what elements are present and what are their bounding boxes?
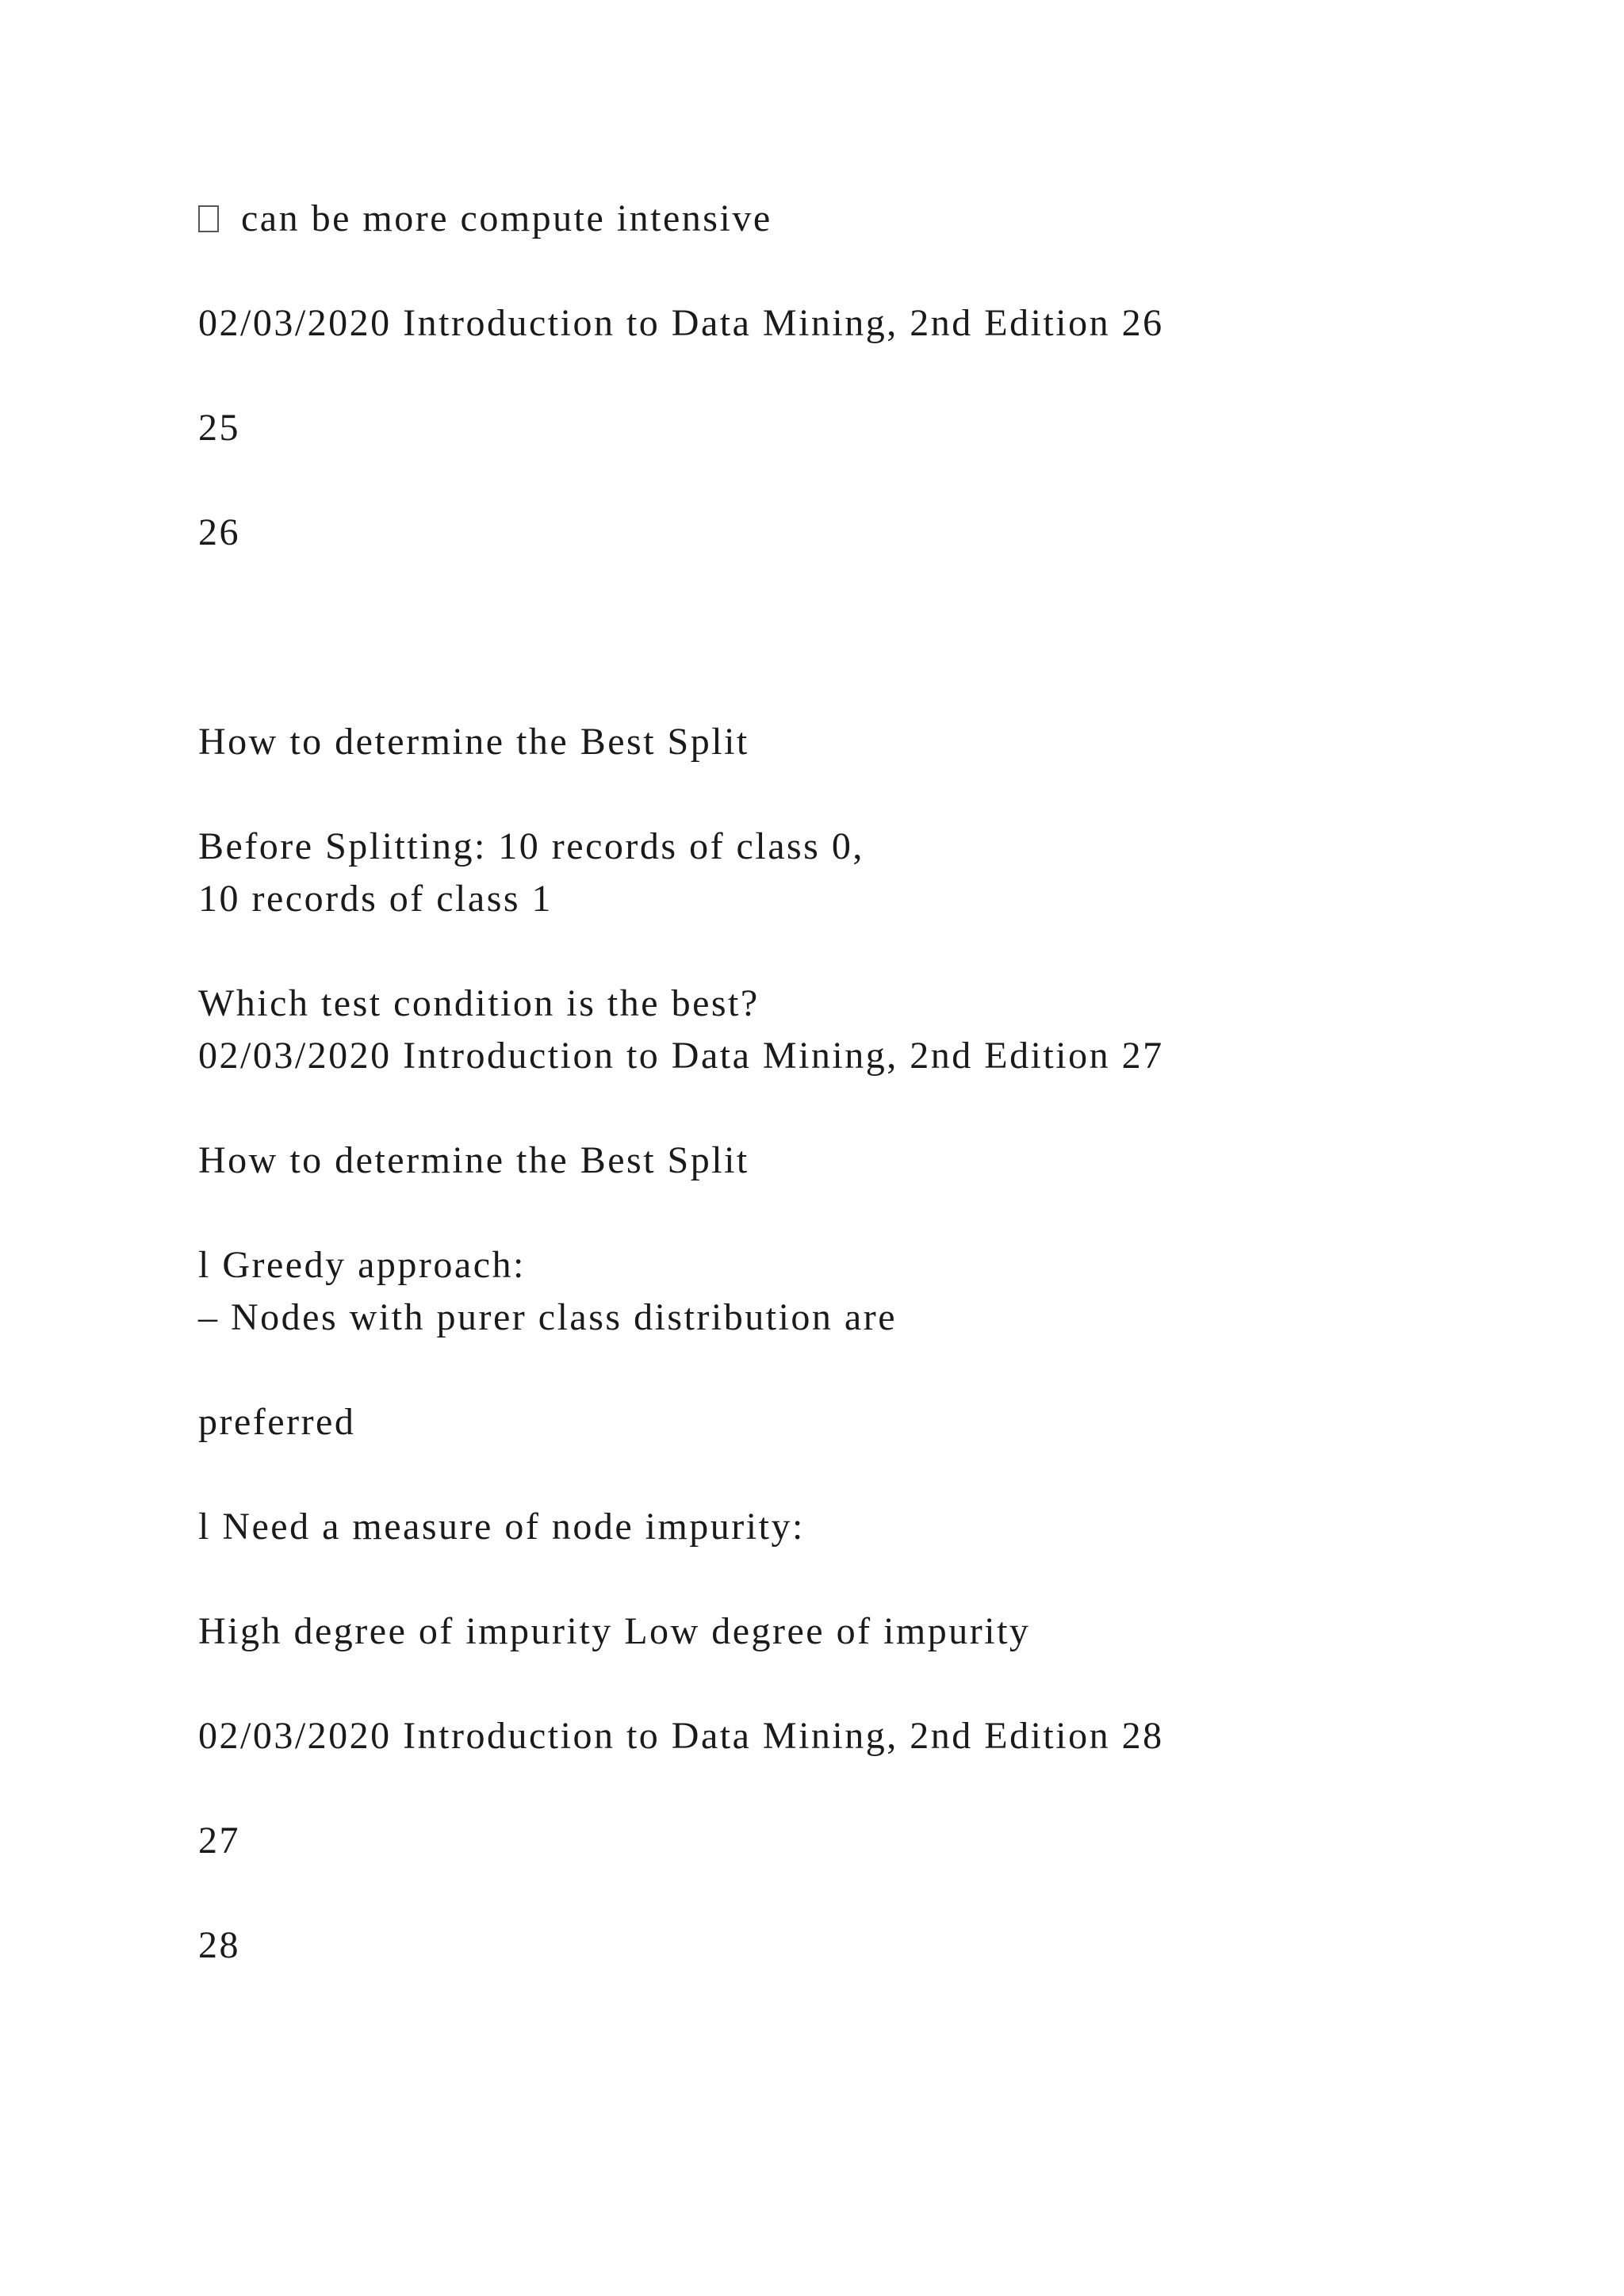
page-number: 28 [198,1924,240,1966]
section-heading: How to determine the Best Split [198,1139,749,1181]
section-heading: How to determine the Best Split [198,721,749,763]
text-line: Which test condition is the best? [198,982,760,1024]
text-line: l Greedy approach: [198,1244,526,1286]
page-number: 27 [198,1820,240,1862]
page-number: 25 [198,407,240,449]
text-line: Before Splitting: 10 records of class 0, [198,825,864,867]
footer-slide-26: 02/03/2020 Introduction to Data Mining, 2nd Edition 26 [198,302,1164,344]
footer-slide-27: 02/03/2020 Introduction to Data Mining, 2nd Edition 27 [198,1035,1164,1077]
text-line: 10 records of class 1 [198,878,553,920]
text-line: High degree of impurity Low degree of impurity [198,1610,1031,1652]
missing-glyph-box-icon [198,205,219,232]
text-line: – Nodes with purer class distribution are [198,1296,897,1338]
page-number: 26 [198,511,240,553]
footer-slide-28: 02/03/2020 Introduction to Data Mining, 2nd Edition 28 [198,1715,1164,1757]
text-line: can be more compute intensive [241,197,772,239]
bullet-line-compute-intensive [198,197,772,239]
text-line: preferred [198,1401,356,1443]
text-line: l Need a measure of node impurity: [198,1506,805,1548]
